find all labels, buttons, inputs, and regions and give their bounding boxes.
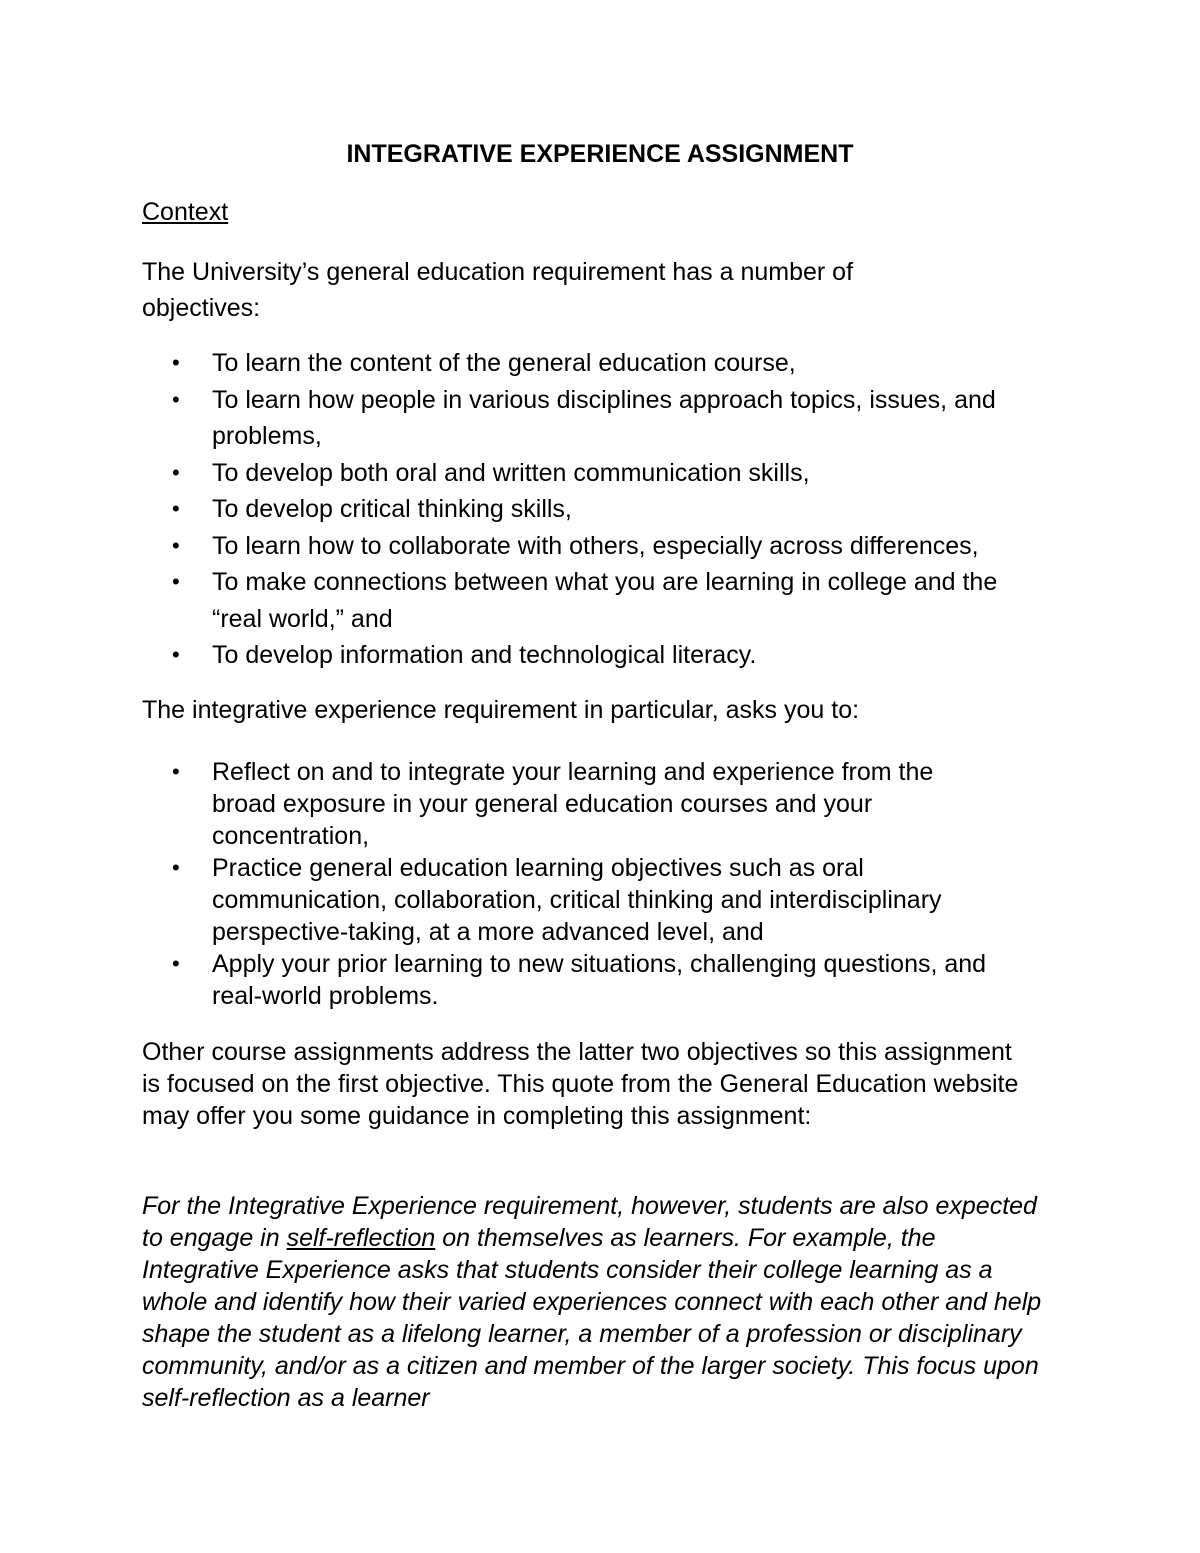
bullet-icon: • <box>172 532 180 558</box>
bullet-icon: • <box>172 759 180 784</box>
bullet-icon: • <box>172 642 180 667</box>
list-item: • To develop both oral and written communication skills, <box>142 455 1072 492</box>
objectives-list <box>142 345 1072 674</box>
list-item: • To learn the content of the general education course, <box>142 345 1072 382</box>
quote-paragraph: For the Integrative Experience requirement, however, students are also expected to engage in self-reflection on themselves as learners. For example, the Integrative Experience asks that students consider their college learning as a whole and identify how their varied experiences connect with each other and help shape the student as a lifelong learner, a member of a profession or disciplinary community, and/or as a citizen and member of the larger society. This focus upon self-reflection as a learner <box>142 1192 1042 1412</box>
other-assignments-paragraph: Other course assignments address the latter two objectives so this assignment is focused on the first objective. This quote from the General Education website may offer you some guidance in completing this assignment: <box>142 1038 1019 1130</box>
bullet-icon: • <box>172 386 180 412</box>
list-item: • To learn how to collaborate with others, especially across differences, <box>142 528 1072 565</box>
bullet-icon: • <box>172 569 180 594</box>
bullet-icon: • <box>172 951 180 976</box>
bullet-icon: • <box>172 496 180 521</box>
intro-paragraph: The University’s general education requirement has a number of objectives: <box>142 258 854 322</box>
list-item: • To learn how people in various disciplines approach topics, issues, and problems, <box>142 382 1002 455</box>
list-item: • Practice general education learning objectives such as oral communication, collaboration, critical thinking and interdisciplinary perspective-taking, at a more advanced level, and <box>172 854 942 946</box>
list-item: • To develop information and technological literacy. <box>142 637 1072 674</box>
page-title: INTEGRATIVE EXPERIENCE ASSIGNMENT <box>346 140 854 168</box>
bullet-icon: • <box>172 855 180 880</box>
list-item: • Apply your prior learning to new situations, challenging questions, and real-world problems. <box>172 950 987 1010</box>
context-heading: Context <box>142 198 229 226</box>
list-item: • To make connections between what you are learning in college and the “real world,” and <box>142 564 1032 637</box>
list-item: • Reflect on and to integrate your learning and experience from the broad exposure in your general education courses and your concentration, <box>172 758 934 850</box>
list-item: • To develop critical thinking skills, <box>142 491 1072 528</box>
bullet-icon: • <box>172 459 180 485</box>
integrative-list <box>142 756 1022 1012</box>
bullet-icon: • <box>172 350 180 375</box>
integrative-intro: The integrative experience requirement in particular, asks you to: <box>142 696 860 724</box>
self-reflection-term: self-reflection <box>286 1224 436 1252</box>
